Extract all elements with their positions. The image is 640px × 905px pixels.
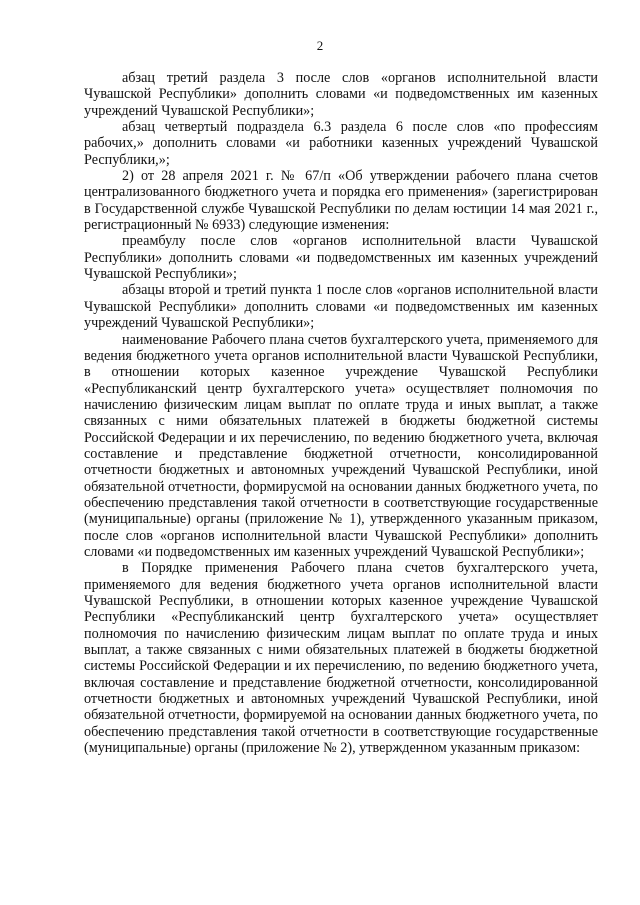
- paragraph-order-67p-amendments: 2) от 28 апреля 2021 г. № 67/п «Об утверждении рабочего плана счетов централизованного бюджетного учета и порядка его применения» (зарегистрирован в Государственной службе Чувашской Республики по делам юстиции 14 мая 2021 г., регистрационный № 6933) следующие изменения:: [84, 168, 598, 234]
- paragraph-preamble-amendment: преамбулу после слов «органов исполнительной власти Чувашской Республики» дополнить словами «и подведомственных им казенных учреждений Чувашской Республики»;: [84, 233, 598, 283]
- page-number: 2: [316, 38, 324, 53]
- paragraph-title-amendment-appendix-1: наименование Рабочего плана счетов бухгалтерского учета, применяемого для ведения бюджетного учета органов исполнительной власти Чувашской Республики, в отношении которых казенное учреждение Чувашской Республики «Республиканский центр бухгалтерского учета» осуществляет полномочия по начислению физическим лицам выплат по оплате труда и иных выплат, а также связанных с ними обязательных платежей в бюджеты бюджетной системы Российской Федерации и их перечислению, по ведению бюджетного учета, включая составление и представление бюджетной отчетности, консолидированной отчетности бюджетных и автономных учреждений Чувашской Республики, иной обязательной отчетности, формирусмой на основании данных бюджетного учета, по обеспечению представления такой отчетности в соответствующие государственные (муниципальные) органы (приложение № 1), утвержденного указанным приказом, после слов «органов исполнительной власти Чувашской Республики» дополнить словами «и подведомственных им казенных учреждений Чувашской Республики»;: [84, 331, 598, 560]
- paragraph-subsection-6-3-fourth-abzac: абзац четвертый подраздела 6.3 раздела 6 после слов «по профессиям рабочих,» дополнить словами «и работники казенных учреждений Чувашской Республики,»;: [84, 119, 598, 168]
- document-body: [84, 70, 598, 756]
- paragraph-procedure-appendix-2: в Порядке применения Рабочего плана счетов бухгалтерского учета, применяемого для ведения бюджетного учета органов исполнительной власти Чувашской Республики, в отношении которых казенное учреждение Чувашской Республики «Республиканский центр бухгалтерского учета» осуществляет полномочия по начислению физическим лицам выплат по оплате труда и иных выплат, а также связанных с ними обязательных платежей в бюджеты бюджетной системы Российской Федерации и их перечислению, по ведению бюджетного учета, включая составление и представление бюджетной отчетности, консолидированной отчетности бюджетных и автономных учреждений Чувашской Республики, иной обязательной отчетности, формируемой на основании данных бюджетного учета, по обеспечению представления такой отчетности в соответствующие государственные (муниципальные) органы (приложение № 2), утвержденном указанным приказом:: [84, 560, 598, 757]
- paragraph-section-3-third-abzac: абзац третий раздела 3 после слов «органов исполнительной власти Чувашской Республики» дополнить словами «и подведомственных им казенных учреждений Чувашской Республики»;: [84, 70, 598, 119]
- paragraph-point-1-amendment: абзацы второй и третий пункта 1 после слов «органов исполнительной власти Чувашской Республики» дополнить словами «и подведомственных им казенных учреждений Чувашской Республики»;: [84, 282, 598, 332]
